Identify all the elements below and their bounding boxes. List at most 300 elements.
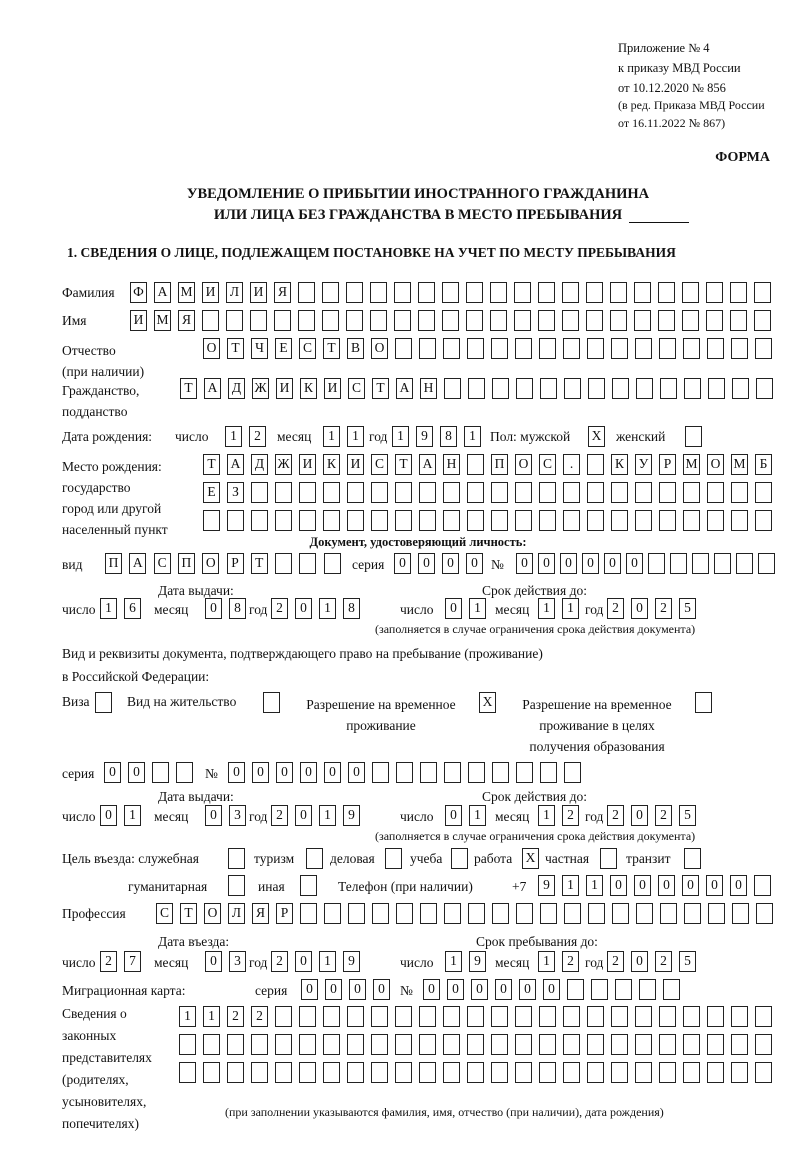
form-cell[interactable] [467,482,484,503]
form-cell[interactable]: П [178,553,195,574]
form-cell[interactable] [695,692,712,713]
form-cell[interactable] [731,1006,748,1027]
form-cell[interactable] [539,1034,556,1055]
form-cell[interactable]: 0 [560,553,577,574]
form-cell[interactable] [683,482,700,503]
form-cell[interactable] [491,1006,508,1027]
form-cell[interactable]: Т [372,378,389,399]
form-cell[interactable] [95,692,112,713]
form-cell[interactable] [346,310,363,331]
form-cell[interactable] [634,282,651,303]
form-cell[interactable] [731,1062,748,1083]
form-cell[interactable]: 0 [706,875,723,896]
form-cell[interactable]: 9 [469,951,486,972]
form-cell[interactable] [659,510,676,531]
form-cell[interactable] [611,1034,628,1055]
form-cell[interactable]: 7 [124,951,141,972]
form-cell[interactable] [419,482,436,503]
form-cell[interactable] [684,903,701,924]
form-cell[interactable] [658,282,675,303]
form-cell[interactable]: X [522,848,539,869]
form-cell[interactable]: А [204,378,221,399]
form-cell[interactable] [612,378,629,399]
form-cell[interactable]: 0 [631,805,648,826]
form-cell[interactable] [684,378,701,399]
form-cell[interactable]: 1 [225,426,242,447]
form-cell[interactable]: И [130,310,147,331]
form-cell[interactable]: 0 [495,979,512,1000]
form-cell[interactable] [611,510,628,531]
form-cell[interactable]: Л [226,282,243,303]
form-cell[interactable]: 2 [271,951,288,972]
form-cell[interactable]: X [588,426,605,447]
form-cell[interactable] [539,510,556,531]
form-cell[interactable] [588,378,605,399]
form-cell[interactable] [586,282,603,303]
form-cell[interactable] [540,762,557,783]
form-cell[interactable] [299,553,316,574]
form-cell[interactable] [682,310,699,331]
form-cell[interactable]: О [707,454,724,475]
form-cell[interactable] [684,848,701,869]
form-cell[interactable] [755,1034,772,1055]
form-cell[interactable] [492,762,509,783]
form-cell[interactable] [600,848,617,869]
form-cell[interactable] [443,338,460,359]
form-cell[interactable]: 2 [607,598,624,619]
form-cell[interactable] [468,378,485,399]
form-cell[interactable] [587,1034,604,1055]
form-cell[interactable] [515,338,532,359]
form-cell[interactable] [300,903,317,924]
form-cell[interactable] [562,310,579,331]
form-cell[interactable] [714,553,731,574]
form-cell[interactable]: Т [323,338,340,359]
form-cell[interactable] [490,282,507,303]
form-cell[interactable]: 6 [124,598,141,619]
form-cell[interactable] [491,338,508,359]
form-cell[interactable] [587,510,604,531]
form-cell[interactable]: 1 [124,805,141,826]
form-cell[interactable]: 0 [300,762,317,783]
form-cell[interactable]: И [276,378,293,399]
form-cell[interactable] [659,482,676,503]
form-cell[interactable] [587,482,604,503]
form-cell[interactable] [564,762,581,783]
form-cell[interactable] [347,1034,364,1055]
form-cell[interactable] [706,282,723,303]
form-cell[interactable]: М [683,454,700,475]
form-cell[interactable]: . [563,454,580,475]
form-cell[interactable]: О [371,338,388,359]
form-cell[interactable] [275,1034,292,1055]
form-cell[interactable]: 0 [205,805,222,826]
form-cell[interactable] [263,692,280,713]
form-cell[interactable] [515,482,532,503]
form-cell[interactable]: 2 [251,1006,268,1027]
form-cell[interactable]: 0 [295,598,312,619]
form-cell[interactable] [615,979,632,1000]
form-cell[interactable] [659,338,676,359]
form-cell[interactable]: 0 [104,762,121,783]
form-cell[interactable] [395,1034,412,1055]
form-cell[interactable] [228,848,245,869]
form-cell[interactable]: Н [420,378,437,399]
form-cell[interactable]: 0 [418,553,435,574]
form-cell[interactable]: С [371,454,388,475]
form-cell[interactable] [564,903,581,924]
form-cell[interactable] [755,1062,772,1083]
form-cell[interactable]: С [299,338,316,359]
form-cell[interactable] [732,378,749,399]
form-cell[interactable] [443,482,460,503]
form-cell[interactable]: С [156,903,173,924]
form-cell[interactable] [371,1062,388,1083]
form-cell[interactable] [395,482,412,503]
form-cell[interactable] [587,1062,604,1083]
form-cell[interactable]: 0 [252,762,269,783]
form-cell[interactable] [567,979,584,1000]
form-cell[interactable] [444,762,461,783]
form-cell[interactable]: 0 [626,553,643,574]
form-cell[interactable] [419,1034,436,1055]
form-cell[interactable] [659,1062,676,1083]
form-cell[interactable] [372,762,389,783]
form-cell[interactable] [635,1034,652,1055]
form-cell[interactable] [443,1034,460,1055]
form-cell[interactable] [660,378,677,399]
form-cell[interactable] [385,848,402,869]
form-cell[interactable]: А [154,282,171,303]
form-cell[interactable] [515,510,532,531]
form-cell[interactable] [227,1034,244,1055]
form-cell[interactable] [539,482,556,503]
form-cell[interactable] [226,310,243,331]
form-cell[interactable] [516,378,533,399]
form-cell[interactable] [755,510,772,531]
form-cell[interactable]: 0 [730,875,747,896]
form-cell[interactable]: 0 [445,598,462,619]
form-cell[interactable]: 2 [607,951,624,972]
form-cell[interactable]: 1 [100,598,117,619]
form-cell[interactable]: Р [659,454,676,475]
form-cell[interactable]: 1 [319,805,336,826]
form-cell[interactable] [683,1062,700,1083]
form-cell[interactable]: Е [203,482,220,503]
form-cell[interactable]: 1 [469,598,486,619]
form-cell[interactable]: Я [274,282,291,303]
form-cell[interactable] [419,1006,436,1027]
form-cell[interactable] [491,1062,508,1083]
form-cell[interactable]: 1 [323,426,340,447]
form-cell[interactable] [418,310,435,331]
form-cell[interactable]: 8 [343,598,360,619]
form-cell[interactable] [346,282,363,303]
form-cell[interactable] [635,510,652,531]
form-cell[interactable] [395,1006,412,1027]
form-cell[interactable]: С [154,553,171,574]
form-cell[interactable] [251,1034,268,1055]
form-cell[interactable] [370,282,387,303]
form-cell[interactable]: 0 [423,979,440,1000]
form-cell[interactable] [588,903,605,924]
form-cell[interactable] [251,482,268,503]
form-cell[interactable] [756,903,773,924]
form-cell[interactable] [755,482,772,503]
form-cell[interactable] [707,482,724,503]
form-cell[interactable] [227,510,244,531]
form-cell[interactable]: Т [180,378,197,399]
form-cell[interactable] [563,482,580,503]
form-cell[interactable] [587,1006,604,1027]
form-cell[interactable]: С [348,378,365,399]
form-cell[interactable]: 0 [205,951,222,972]
form-cell[interactable] [396,903,413,924]
form-cell[interactable] [323,1062,340,1083]
form-cell[interactable]: 0 [349,979,366,1000]
form-cell[interactable] [538,310,555,331]
form-cell[interactable] [372,903,389,924]
form-cell[interactable] [418,282,435,303]
form-cell[interactable] [371,1006,388,1027]
form-cell[interactable] [306,848,323,869]
form-cell[interactable]: 2 [655,805,672,826]
form-cell[interactable]: 1 [562,875,579,896]
form-cell[interactable]: Д [251,454,268,475]
form-cell[interactable]: 8 [440,426,457,447]
form-cell[interactable] [515,1062,532,1083]
form-cell[interactable] [539,338,556,359]
form-cell[interactable] [731,482,748,503]
form-cell[interactable] [442,282,459,303]
form-cell[interactable] [468,903,485,924]
form-cell[interactable] [683,1006,700,1027]
form-cell[interactable] [444,378,461,399]
form-cell[interactable] [612,903,629,924]
form-cell[interactable] [634,310,651,331]
form-cell[interactable] [708,378,725,399]
form-cell[interactable]: О [515,454,532,475]
form-cell[interactable] [682,282,699,303]
form-cell[interactable]: 3 [229,805,246,826]
form-cell[interactable]: 0 [228,762,245,783]
form-cell[interactable]: 1 [464,426,481,447]
form-cell[interactable] [298,310,315,331]
form-cell[interactable] [730,282,747,303]
form-cell[interactable] [756,378,773,399]
form-cell[interactable] [758,553,775,574]
form-cell[interactable] [347,1006,364,1027]
form-cell[interactable] [203,1062,220,1083]
form-cell[interactable] [540,903,557,924]
form-cell[interactable] [179,1034,196,1055]
form-cell[interactable] [467,510,484,531]
form-cell[interactable] [492,378,509,399]
form-cell[interactable] [275,482,292,503]
form-cell[interactable] [323,510,340,531]
form-cell[interactable] [754,282,771,303]
form-cell[interactable]: И [324,378,341,399]
form-cell[interactable]: Ж [275,454,292,475]
form-cell[interactable]: 0 [466,553,483,574]
form-cell[interactable]: Р [227,553,244,574]
form-cell[interactable] [563,338,580,359]
form-cell[interactable]: 1 [319,598,336,619]
form-cell[interactable]: Я [252,903,269,924]
form-cell[interactable]: 5 [679,805,696,826]
form-cell[interactable]: 0 [128,762,145,783]
form-cell[interactable]: Ф [130,282,147,303]
form-cell[interactable] [299,1006,316,1027]
form-cell[interactable] [274,310,291,331]
form-cell[interactable]: 0 [543,979,560,1000]
form-cell[interactable] [683,1034,700,1055]
form-cell[interactable] [491,1034,508,1055]
form-cell[interactable] [467,454,484,475]
form-cell[interactable] [275,553,292,574]
form-cell[interactable] [371,1034,388,1055]
form-cell[interactable]: 1 [469,805,486,826]
form-cell[interactable] [516,762,533,783]
form-cell[interactable] [564,378,581,399]
form-cell[interactable] [731,1034,748,1055]
form-cell[interactable] [515,1006,532,1027]
form-cell[interactable] [179,1062,196,1083]
form-cell[interactable]: 0 [516,553,533,574]
form-cell[interactable] [467,1034,484,1055]
form-cell[interactable] [468,762,485,783]
form-cell[interactable]: 8 [229,598,246,619]
form-cell[interactable] [635,482,652,503]
form-cell[interactable] [515,1034,532,1055]
form-cell[interactable] [299,1034,316,1055]
form-cell[interactable]: Т [251,553,268,574]
form-cell[interactable]: Т [203,454,220,475]
form-cell[interactable] [202,310,219,331]
form-cell[interactable]: 2 [562,805,579,826]
form-cell[interactable]: 0 [295,951,312,972]
form-cell[interactable] [514,282,531,303]
form-cell[interactable] [490,310,507,331]
form-cell[interactable] [538,282,555,303]
form-cell[interactable] [394,282,411,303]
form-cell[interactable]: 0 [394,553,411,574]
form-cell[interactable] [706,310,723,331]
form-cell[interactable] [396,762,413,783]
form-cell[interactable] [683,510,700,531]
form-cell[interactable] [466,310,483,331]
form-cell[interactable] [587,454,604,475]
form-cell[interactable]: А [396,378,413,399]
form-cell[interactable]: Н [443,454,460,475]
form-cell[interactable]: О [204,903,221,924]
form-cell[interactable] [443,510,460,531]
form-cell[interactable]: 0 [471,979,488,1000]
form-cell[interactable] [491,510,508,531]
form-cell[interactable]: 0 [295,805,312,826]
form-cell[interactable]: 0 [373,979,390,1000]
form-cell[interactable] [663,979,680,1000]
form-cell[interactable]: 1 [445,951,462,972]
form-cell[interactable]: 2 [271,598,288,619]
form-cell[interactable] [322,310,339,331]
form-cell[interactable]: 1 [203,1006,220,1027]
form-cell[interactable]: 2 [249,426,266,447]
form-cell[interactable]: М [178,282,195,303]
form-cell[interactable] [731,338,748,359]
form-cell[interactable] [420,762,437,783]
form-cell[interactable] [635,1006,652,1027]
form-cell[interactable]: 0 [631,598,648,619]
form-cell[interactable] [636,378,653,399]
form-cell[interactable]: П [491,454,508,475]
form-cell[interactable] [419,1062,436,1083]
form-cell[interactable] [514,310,531,331]
form-cell[interactable] [683,338,700,359]
form-cell[interactable] [755,338,772,359]
form-cell[interactable]: Т [395,454,412,475]
form-cell[interactable]: 0 [348,762,365,783]
form-cell[interactable]: 0 [582,553,599,574]
form-cell[interactable]: 0 [325,979,342,1000]
form-cell[interactable] [324,553,341,574]
form-cell[interactable]: 9 [416,426,433,447]
form-cell[interactable] [348,903,365,924]
form-cell[interactable] [636,903,653,924]
form-cell[interactable] [395,510,412,531]
form-cell[interactable]: 5 [679,598,696,619]
form-cell[interactable]: 0 [631,951,648,972]
form-cell[interactable]: И [347,454,364,475]
form-cell[interactable]: Л [228,903,245,924]
form-cell[interactable]: 3 [229,951,246,972]
form-cell[interactable]: 1 [392,426,409,447]
form-cell[interactable] [371,510,388,531]
form-cell[interactable]: 1 [538,951,555,972]
form-cell[interactable] [443,1062,460,1083]
form-cell[interactable] [563,510,580,531]
form-cell[interactable]: 9 [343,805,360,826]
form-cell[interactable] [444,903,461,924]
form-cell[interactable]: К [300,378,317,399]
form-cell[interactable]: А [419,454,436,475]
form-cell[interactable]: 0 [324,762,341,783]
form-cell[interactable] [736,553,753,574]
form-cell[interactable] [323,1006,340,1027]
form-cell[interactable]: 2 [271,805,288,826]
form-cell[interactable]: 0 [519,979,536,1000]
form-cell[interactable]: 0 [604,553,621,574]
form-cell[interactable] [371,482,388,503]
form-cell[interactable] [492,903,509,924]
form-cell[interactable] [176,762,193,783]
form-cell[interactable]: 1 [179,1006,196,1027]
form-cell[interactable] [451,848,468,869]
form-cell[interactable] [539,1006,556,1027]
form-cell[interactable] [347,1062,364,1083]
form-cell[interactable]: 1 [538,598,555,619]
form-cell[interactable] [298,282,315,303]
form-cell[interactable] [658,310,675,331]
form-cell[interactable] [611,338,628,359]
form-cell[interactable]: 2 [655,598,672,619]
form-cell[interactable] [635,338,652,359]
form-cell[interactable]: 0 [634,875,651,896]
form-cell[interactable] [707,338,724,359]
form-cell[interactable] [692,553,709,574]
form-cell[interactable]: О [202,553,219,574]
form-cell[interactable] [491,482,508,503]
